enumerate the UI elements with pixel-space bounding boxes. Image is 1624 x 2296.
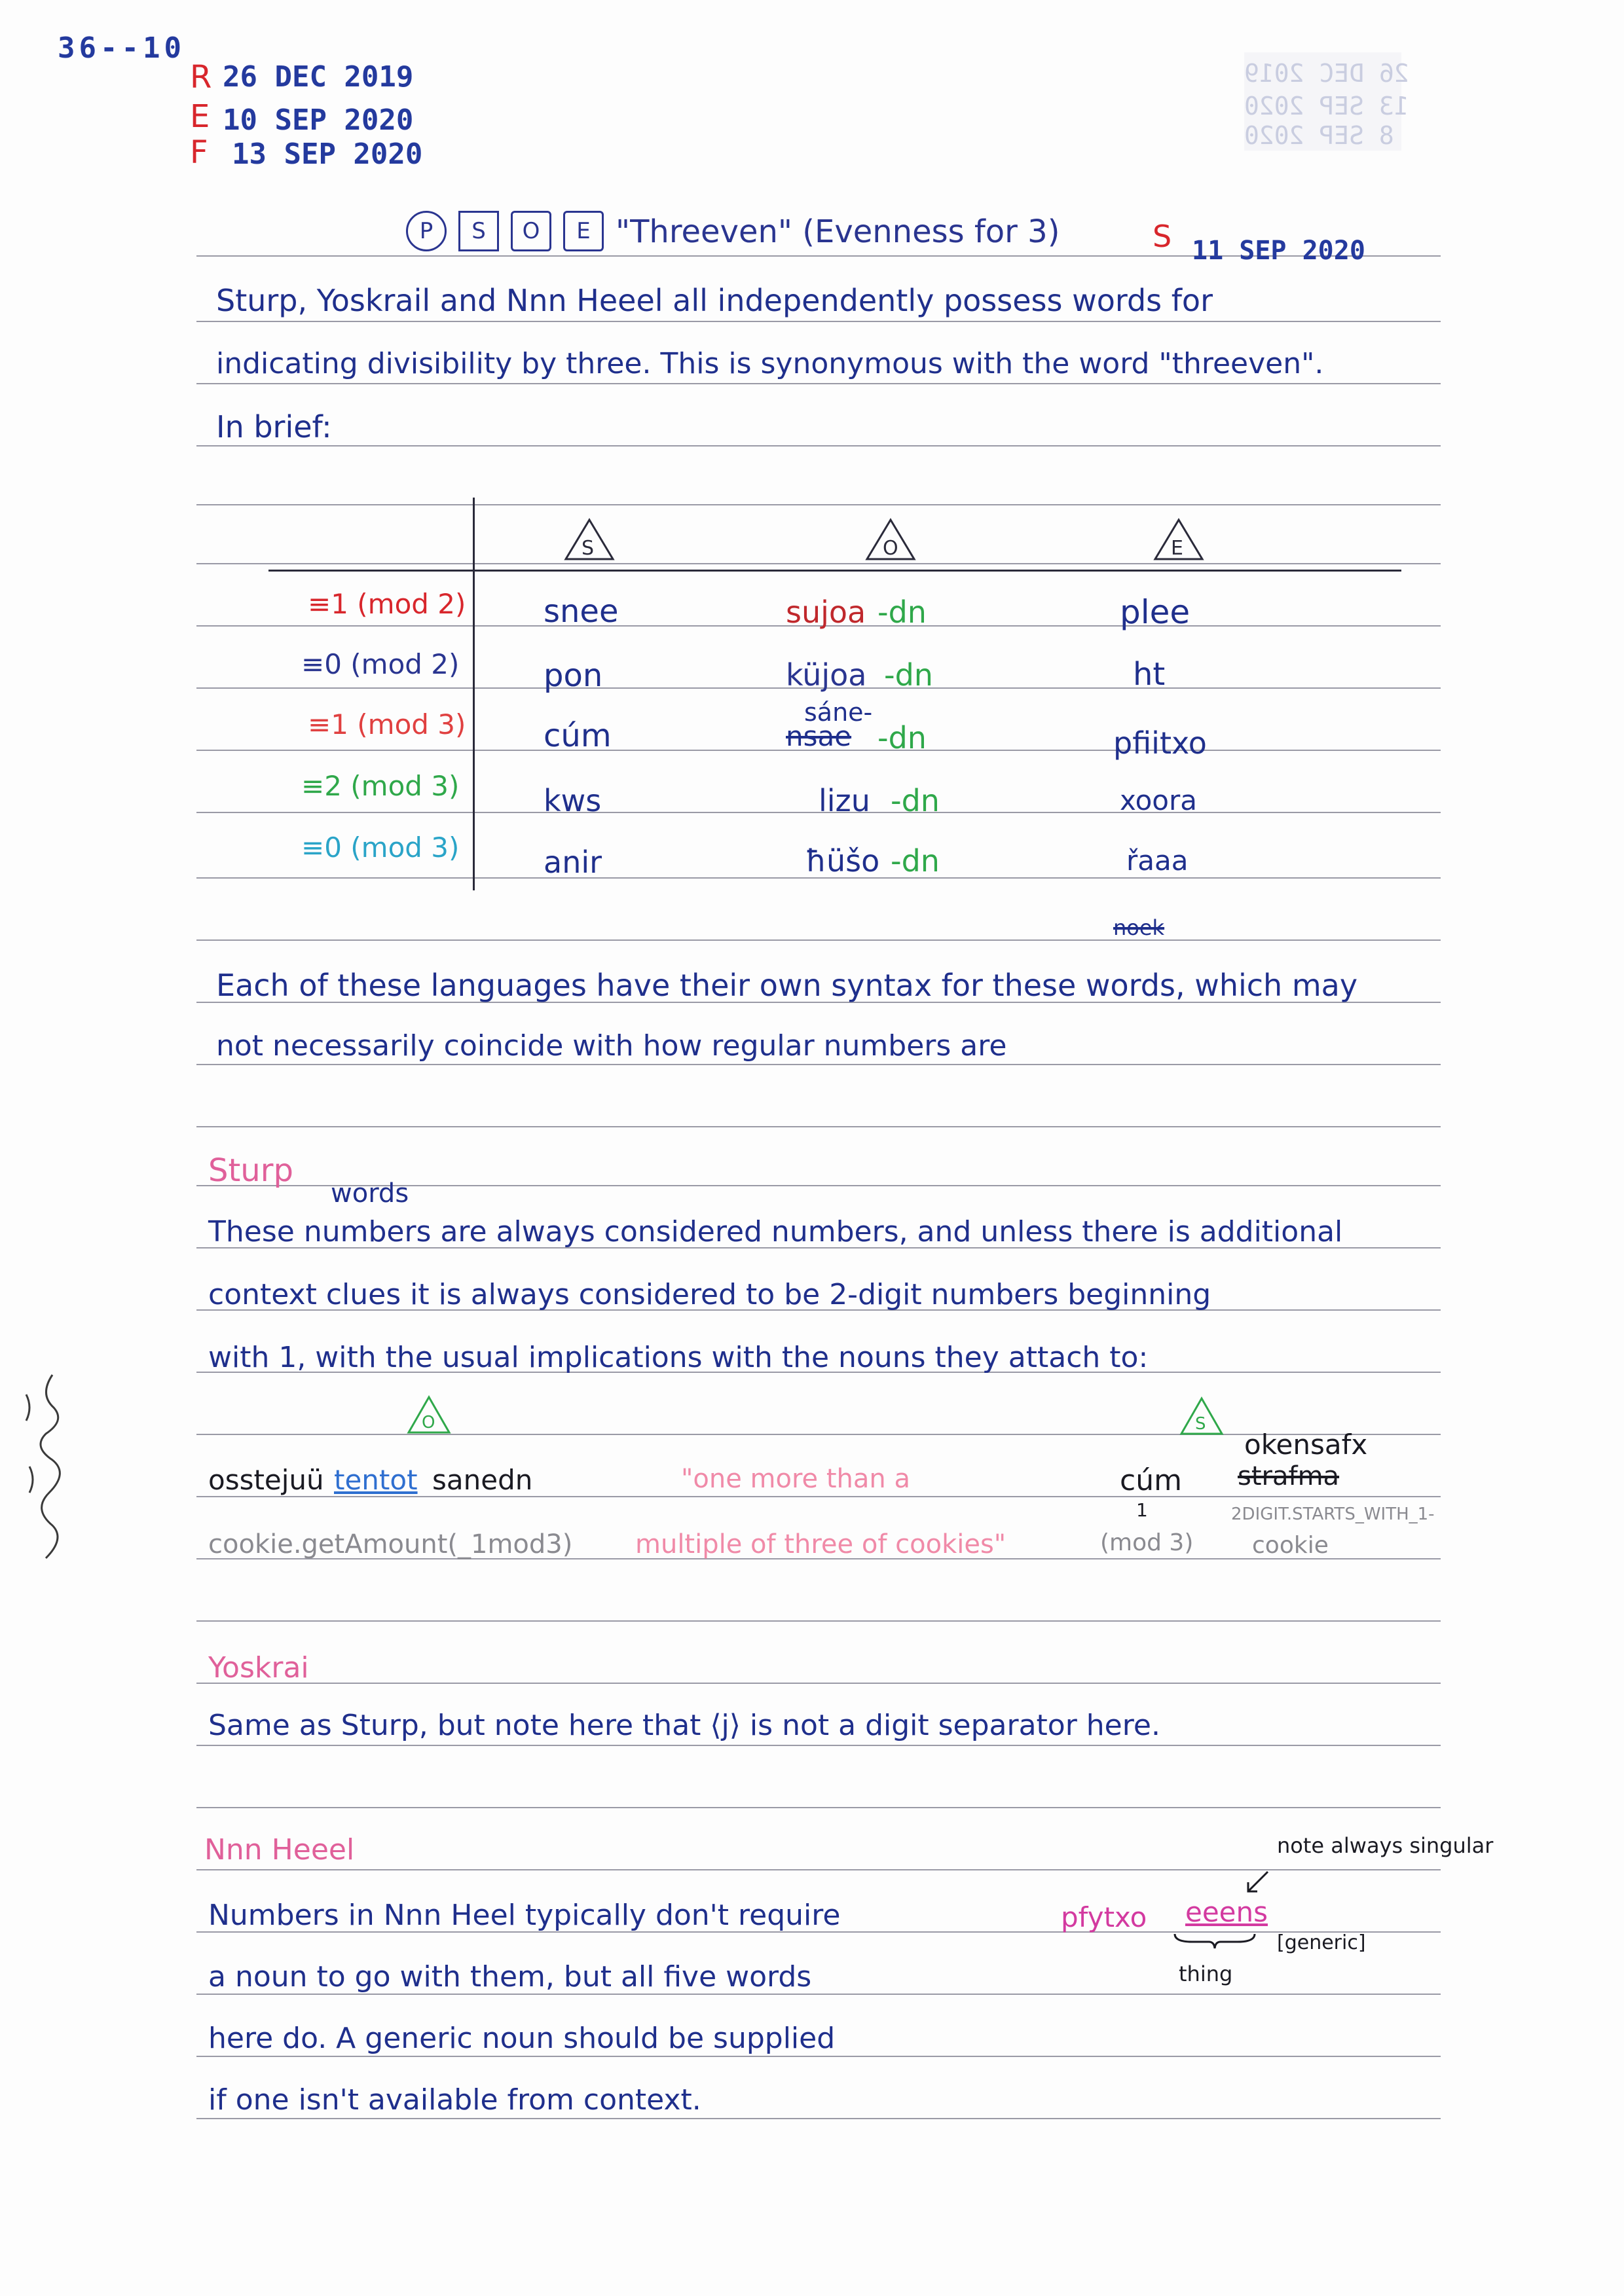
intro-line: Sturp, Yoskrail and Nnn Heeel all independently possess words for (216, 283, 1213, 318)
example-code: cookie.getAmount(_1mod3) (208, 1529, 573, 1559)
ruled-line (196, 2056, 1441, 2057)
ruled-line (196, 321, 1441, 322)
body-line: with 1, with the usual implications with the nouns they attach to: (208, 1341, 1149, 1374)
ruled-line (196, 1807, 1441, 1808)
row-label: ≡1 (mod 3) (308, 708, 466, 740)
ghost-stamp: 26 DEC 2019 (1244, 59, 1409, 88)
cell-e: ht (1133, 656, 1166, 693)
nnn-gloss: thing (1179, 1961, 1233, 1986)
row-label: ≡2 (mod 3) (301, 770, 460, 802)
intro-line: In brief: (216, 409, 332, 445)
badge-o-box: O (511, 211, 551, 251)
table-divider-vertical (473, 498, 475, 890)
date-stamp: 26 DEC 2019 (223, 60, 414, 94)
row-label: ≡0 (mod 3) (301, 831, 460, 864)
ref-letter: F (190, 134, 208, 171)
row-label: ≡1 (mod 2) (308, 588, 466, 620)
example-gloss: multiple of three of cookies" (635, 1529, 1006, 1559)
cell-e: řaaa (1126, 845, 1189, 877)
ghost-stamp: 8 SEP 2020 (1244, 121, 1394, 150)
badge-s-square: S (458, 211, 499, 251)
example-s-sub: 1 (1136, 1499, 1148, 1521)
section-heading-nnn: Nnn Heeel (204, 1833, 355, 1867)
body-line: a noun to go with them, but all five words (208, 1960, 812, 1994)
heading-date-stamp: 11 SEP 2020 (1192, 236, 1365, 266)
example-s-mod: (mod 3) (1100, 1529, 1194, 1556)
cell-o-suffix: -dn (891, 843, 940, 879)
ruled-line (196, 2118, 1441, 2119)
brace-icon (1172, 1931, 1257, 1951)
ruled-line (196, 445, 1441, 446)
ref-letter: E (190, 98, 210, 135)
table-divider-horizontal (268, 570, 1401, 572)
body-line: Same as Sturp, but note here that ⟨j⟩ is not a digit separator here. (208, 1709, 1160, 1742)
ruled-line (196, 383, 1441, 384)
nnn-example-word: eeens (1185, 1896, 1268, 1928)
date-stamp: 10 SEP 2020 (223, 103, 414, 137)
example-s-gloss: cookie (1252, 1532, 1329, 1559)
cell-e: xoora (1120, 784, 1197, 816)
cell-o-suffix: -dn (891, 783, 940, 818)
cell-s: pon (544, 657, 603, 694)
ruled-line (196, 1126, 1441, 1127)
cell-e: pfiitxo (1113, 725, 1207, 761)
ref-letter: R (190, 59, 212, 96)
example-word-part: tentot (334, 1464, 418, 1496)
example-word-part: osstejuü (208, 1464, 324, 1496)
example-s-above: okensafx (1244, 1429, 1368, 1461)
ruled-line (196, 1620, 1441, 1622)
body-line: Each of these languages have their own syntax for these words, which may (216, 968, 1358, 1003)
nnn-note: note always singular (1277, 1833, 1494, 1858)
ruled-line (196, 939, 1441, 941)
page-title: "Threeven" (Evenness for 3) (616, 213, 1060, 250)
cell-o-above: sáne- (804, 698, 873, 727)
nnn-example-word: pfytxo (1061, 1901, 1147, 1933)
date-stamp: 13 SEP 2020 (232, 137, 423, 171)
body-line: here do. A generic noun should be supplied (208, 2022, 836, 2055)
cell-o-prefix: nsae (786, 720, 852, 752)
serial-number: 36--10 (58, 31, 185, 65)
body-line: These numbers are always considered numbers, and unless there is additional (208, 1215, 1343, 1248)
example-gloss: "one more than a (681, 1464, 910, 1494)
margin-scribble (13, 1368, 72, 1578)
body-line: if one isn't available from context. (208, 2083, 701, 2117)
cell-o-suffix: -dn (884, 657, 933, 693)
column-header-o: O (883, 537, 898, 560)
cell-o-prefix: lizu (819, 783, 870, 818)
ruled-line (196, 1064, 1441, 1065)
cell-o-suffix: -dn (877, 594, 927, 630)
ruled-line (196, 1496, 1441, 1497)
cell-s: snee (544, 593, 619, 630)
example-s-note: 2DIGIT.STARTS_WITH_1- (1231, 1504, 1435, 1524)
struck-word: noek (1113, 915, 1165, 940)
ruled-line (196, 563, 1441, 564)
arrow-icon (1244, 1869, 1270, 1895)
body-line: context clues it is always considered to be 2-digit numbers beginning (208, 1278, 1211, 1311)
nnn-gloss: [generic] (1277, 1931, 1366, 1954)
section-heading-yoskrai: Yoskrai (208, 1651, 309, 1685)
cell-s: cúm (544, 718, 612, 754)
cell-s: kws (544, 783, 602, 818)
example-word-part: sanedn (432, 1464, 533, 1496)
ruled-line (196, 1745, 1441, 1746)
body-line: not necessarily coincide with how regular numbers are (216, 1029, 1007, 1063)
column-header-e: E (1171, 537, 1183, 560)
badge-e-box: E (563, 211, 604, 251)
ruled-line (196, 504, 1441, 505)
badge-p-circle: P (406, 211, 447, 251)
column-header-s: S (581, 537, 595, 560)
heading-flag: S (1153, 219, 1172, 254)
cell-o-suffix: -dn (877, 720, 927, 756)
example-s-word: cúm (1120, 1464, 1182, 1497)
example-o-letter: O (422, 1413, 435, 1432)
section-heading-sturp: Sturp (208, 1152, 293, 1189)
cell-s: anir (544, 845, 602, 880)
row-label: ≡0 (mod 2) (301, 648, 460, 680)
example-s-letter: S (1195, 1414, 1206, 1434)
example-s-struck: strafma (1238, 1461, 1340, 1491)
cell-e: plee (1120, 593, 1190, 631)
body-line: Numbers in Nnn Heel typically don't require (208, 1899, 841, 1932)
cell-o-prefix: küjoa (786, 657, 867, 693)
ghost-stamp: 13 SEP 2020 (1244, 92, 1409, 120)
cell-o-prefix: sujoa (786, 594, 866, 630)
cell-o-prefix: ħüšo (805, 843, 880, 879)
ruled-line (196, 1683, 1441, 1684)
ruled-line (196, 1994, 1441, 1995)
insert-word: words (331, 1178, 409, 1209)
intro-line: indicating divisibility by three. This is synonymous with the word "threeven". (216, 347, 1324, 380)
